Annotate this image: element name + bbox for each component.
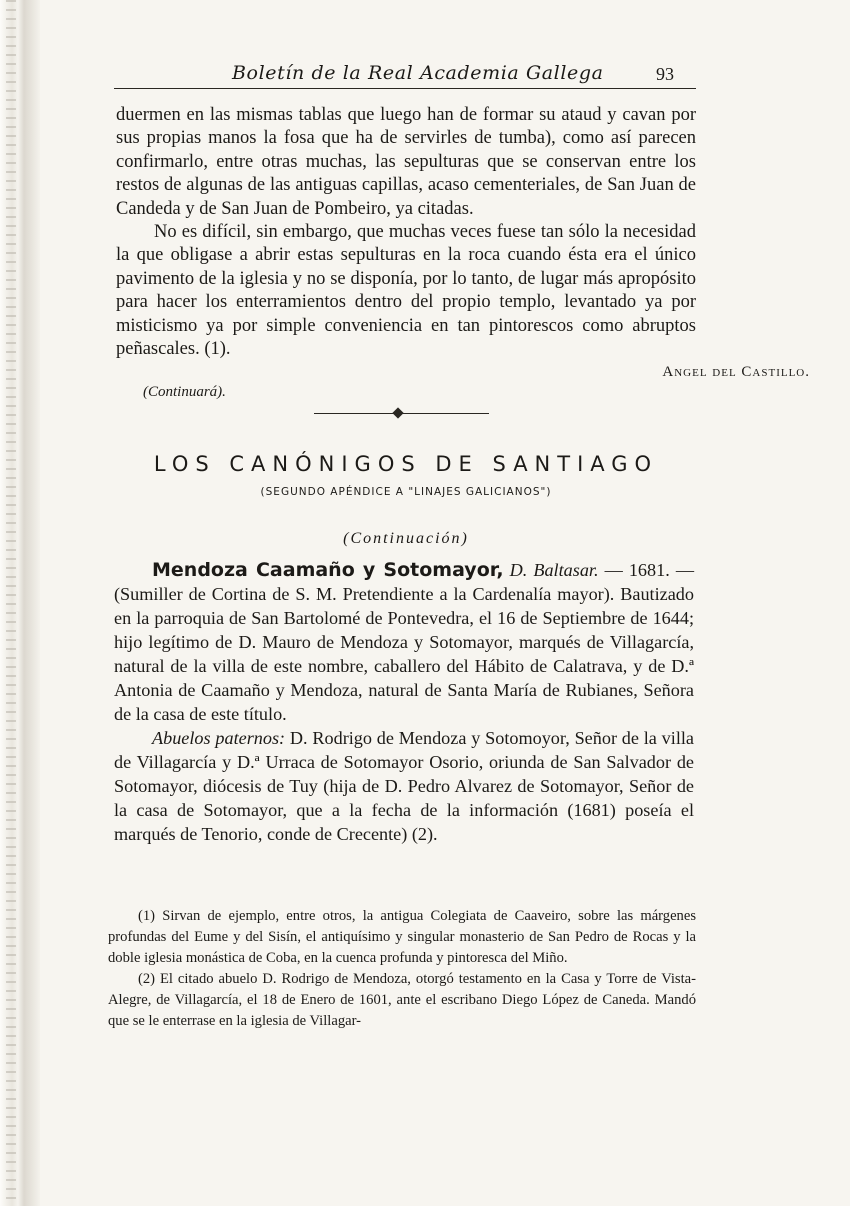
- section-title: LOS CANÓNIGOS DE SANTIAGO: [153, 452, 659, 476]
- footnote: (2) El citado abuelo D. Rodrigo de Mendoza, otorgó testamento en la Casa y Torre de Vista-Alegre, de Villagarcía, el 18 de Enero de 1601, ante el escribano Diego López de Caneda. Mandó que se le enterrase en la iglesia de Villagar-: [108, 971, 696, 1029]
- previous-article-text: [116, 104, 696, 361]
- entry-body: (Sumiller de Cortina de S. M. Pretendiente a la Cardenalía mayor). Bautizado en la parroquia de San Bartolomé de Pontevedra, el 16 de Septiembre de 1644; hijo legítimo de D. Mauro de Mendoza y Sotomayor, marqués de Villagarcía, natural de la villa de este nombre, caballero del Hábito de Calatrava, y de D.ª Antonia de Caamaño y Mendoza, natural de Santa María de Rubianes, Señora de la casa de este título.: [114, 584, 694, 724]
- section-divider: [314, 413, 489, 414]
- abuelos-text: D. Rodrigo de Mendoza y Sotomoyor, Señor de la villa de Villagarcía y D.ª Urraca de Sotomayor Osorio, oriunda de San Salvador de Sotomayor, diócesis de Tuy (hija de D. Pedro Alvarez de Sotomayor, Señor de la casa de Sotomayor, que a la fecha de la información (1681) poseía el marqués de Tenorio, conde de Crecente) (2).: [114, 728, 694, 844]
- entry-given-name: D. Baltasar.: [509, 560, 599, 580]
- divider-ornament-icon: [392, 407, 403, 418]
- running-header: [114, 60, 696, 89]
- continuation-label: (Continuación): [343, 530, 469, 547]
- abuelos-paragraph: [114, 726, 694, 846]
- paragraph: No es difícil, sin embargo, que muchas veces fuese tan sólo la necesidad la que obligase a abrir estas sepulturas en la roca cuando ésta era el único pavimento de la iglesia y no se disponía, por lo tanto, de lugar más apropósito para hacer los enterramientos dentro del propio templo, levantado ya por misticismo ya por simple conveniencia en tan pintorescos como abruptos peñascales. (1).: [116, 222, 696, 360]
- continued-note: (Continuará).: [143, 384, 226, 400]
- footnotes: [108, 906, 696, 1032]
- entry-paragraph: [114, 558, 694, 726]
- entry-name: Mendoza Caamaño y Sotomayor,: [152, 559, 504, 581]
- footnote: (1) Sirvan de ejemplo, entre otros, la antigua Colegiata de Caaveiro, sobre las márgenes profundas del Eume y del Sisín, el antiquísimo y singular monasterio de San Pedro de Rocas y la doble iglesia monástica de Coba, en la cuenca profunda y pintoresca del Miño.: [108, 908, 696, 966]
- page-number: 93: [656, 64, 674, 84]
- paragraph: duermen en las mismas tablas que luego han de formar su ataud y cavan por sus propias manos la fosa que ha de servirles de tumba), como así parecen confirmarlo, entre otras muchas, las sepulturas que se conservan entre los restos de algunas de las antiguas capillas, acaso cementeriales, de San Juan de Candeda y de San Juan de Pombeiro, ya citadas.: [116, 105, 696, 219]
- author-signature: Angel del Castillo.: [662, 364, 810, 380]
- section-subtitle: (SEGUNDO APÉNDICE A "LINAJES GALICIANOS"): [260, 486, 552, 498]
- entry-year: — 1681. —: [604, 560, 695, 580]
- entry-text: [114, 558, 694, 846]
- abuelos-label: Abuelos paternos:: [152, 728, 286, 748]
- journal-title: Boletín de la Real Academia Gallega: [232, 62, 604, 84]
